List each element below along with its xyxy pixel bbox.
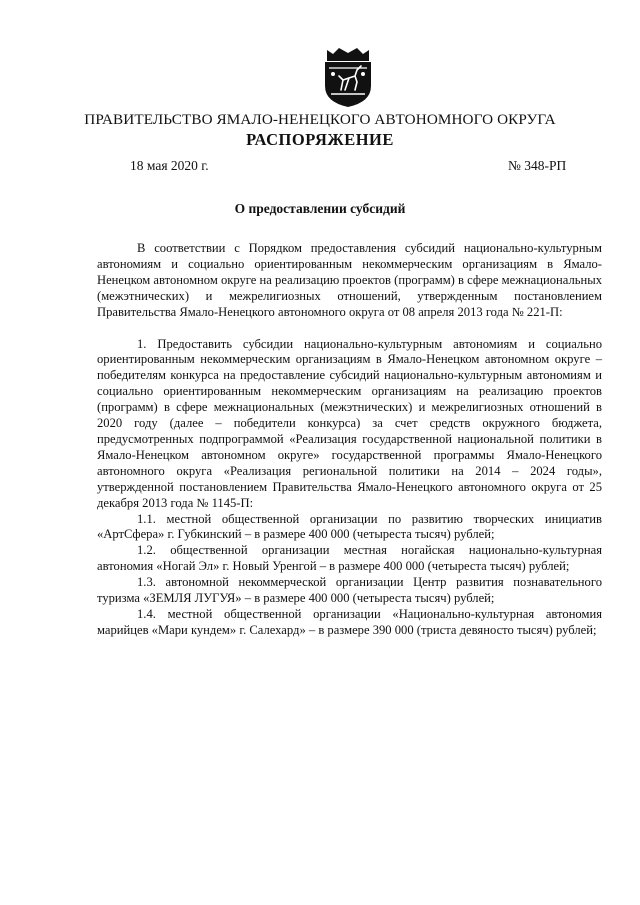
yamal-nenets-coat-of-arms-icon — [319, 46, 377, 108]
government-name: ПРАВИТЕЛЬСТВО ЯМАЛО-НЕНЕЦКОГО АВТОНОМНОГО ОКРУГА — [84, 111, 556, 128]
paragraph-preamble: В соответствии с Порядком предоставления субсидий национально-культурным автономиям и социально ориентированным некоммерческим организациям в Ямало-Ненецком автономном округе на реализацию проектов (программ) в сфере межнациональных (межэтнических) и межрелигиозных отношений, утвержденным постановлением Правительства Ямало-Ненецкого автономного округа от 08 апреля 2013 года № 221-П: — [97, 241, 602, 319]
paragraph-item-1-1: 1.1. местной общественной организации по развитию творческих инициатив «АртСфера» г. Губкинский – в размере 400 000 (четыреста тысяч) рублей; — [97, 511, 602, 542]
paragraph-item-1-3: 1.3. автономной некоммерческой организации Центр развития познавательного туризма «ЗЕМЛЯ ЛУГУЯ» – в размере 400 000 (четыреста тысяч) рублей; — [97, 575, 602, 606]
paragraph-item-1-2: 1.2. общественной организации местная ногайская национально-культурная автономия «Ногай Эл» г. Новый Уренгой – в размере 400 000 (четыреста тысяч) рублей; — [97, 543, 602, 574]
document-number: № 348-РП — [508, 158, 567, 173]
paragraph-item-1-4: 1.4. местной общественной организации «Национально-культурная автономия марийцев «Мари кундем» г. Салехард» – в размере 390 000 (триста девяносто тысяч) рублей; — [97, 606, 602, 637]
document-type: РАСПОРЯЖЕНИЕ — [246, 130, 394, 149]
document-title: О предоставлении субсидий — [234, 201, 406, 216]
paragraph-item-1: 1. Предоставить субсидии национально-культурным автономиям и социально ориентированным некоммерческим организациям в Ямало-Ненецком автономном округе – победителям конкурса на предоставление субсидий национально-культурным автономиям и социально ориентированным некоммерческим организациям на реализацию проектов (программ) в сфере межнациональных (межэтнических) и межрелигиозных отношений в 2020 году (далее – победители конкурса) за счет средств окружного бюджета, предусмотренных подпрограммой «Реализация государственной национальной политики в Ямало-Ненецком автономном округе» государственной программы Ямало-Ненецкого автономного округа «Реализация региональной политики на 2014 – 2024 годы», утвержденной постановлением Правительства Ямало-Ненецкого автономного округа от 25 декабря 2013 года № 1145-П: — [97, 336, 602, 510]
document-body — [97, 241, 602, 639]
document-date: 18 мая 2020 г. — [130, 158, 209, 173]
